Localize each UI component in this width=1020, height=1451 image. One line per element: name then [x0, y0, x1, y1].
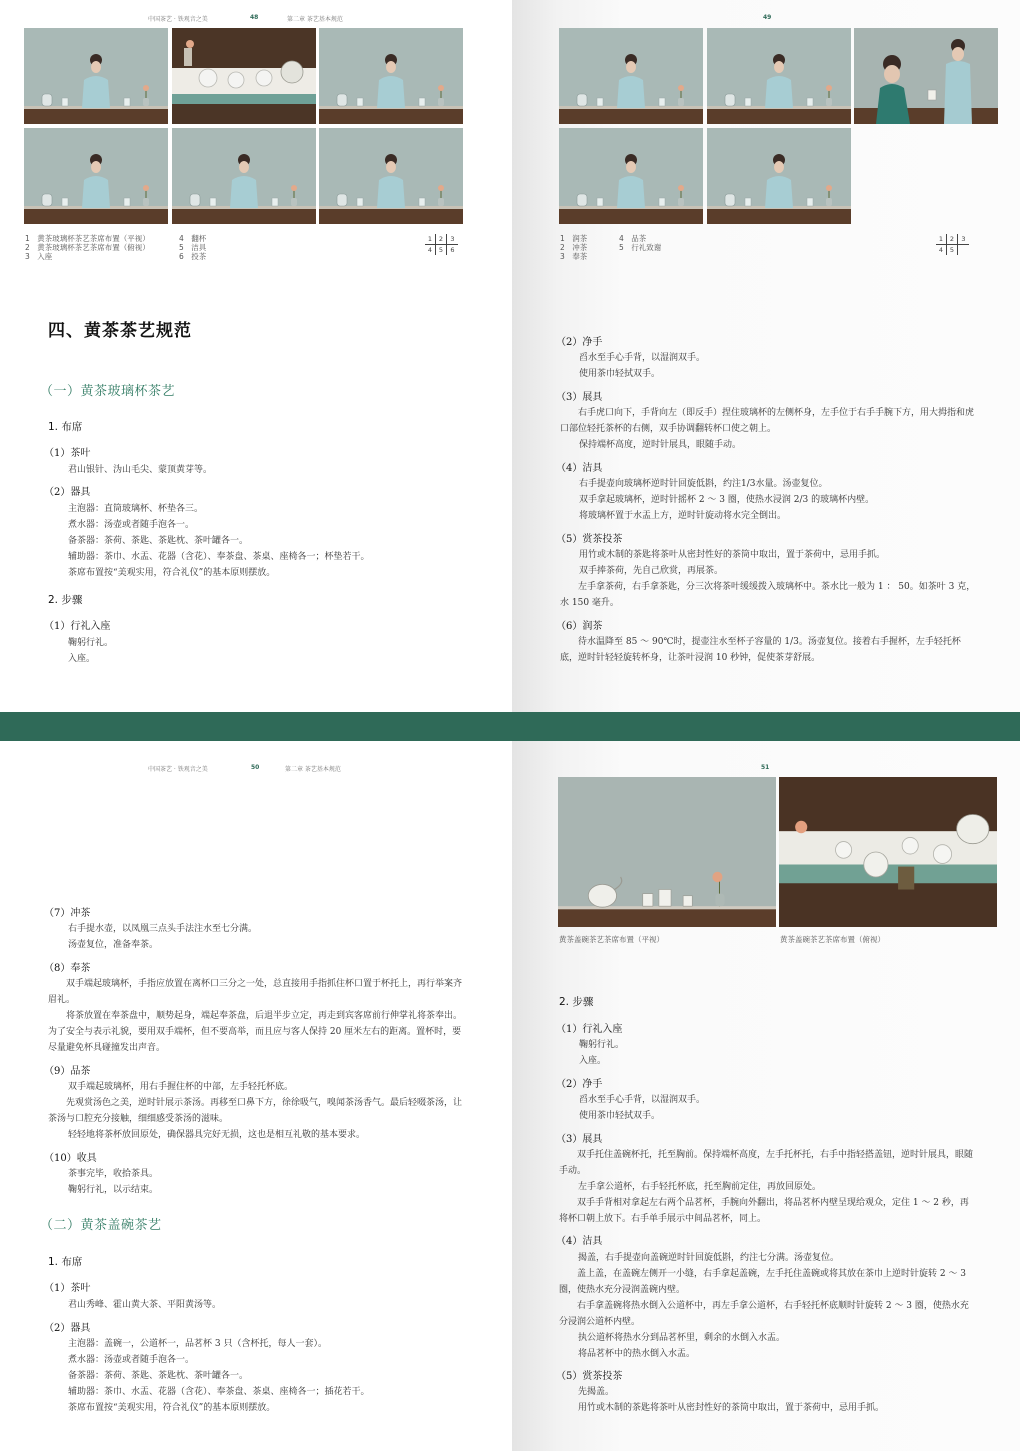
page-51 [512, 741, 1020, 1451]
item-heading: （1）茶叶 [44, 448, 91, 459]
paragraph: 左手拿茶荷，右手拿茶匙，分三次将茶叶缓缓拨入玻璃杯中。茶水比一般为 1 ： 50。如茶叶 3 克，水 150 毫升。 [560, 582, 976, 608]
item-heading: （1）行礼入座 [44, 621, 111, 632]
paragraph: 茶席布置按“美观实用，符合礼仪”的基本原则摆放。 [68, 1403, 276, 1413]
paragraph: 轻轻地将茶杯放回原处，确保器具完好无损，这也是相互礼敬的基本要求。 [68, 1130, 366, 1140]
paragraph: 煮水器：汤壶或者随手泡各一。 [68, 1355, 195, 1365]
paragraph: 将玻璃杯置于水盂上方，逆时针旋动将水完全倒出。 [579, 511, 787, 521]
chapter-title: 四、黄茶茶艺规范 [48, 321, 192, 341]
caption: 3 入座 [25, 252, 53, 261]
caption: 6 投茶 [179, 252, 207, 261]
paragraph: 双手手背相对拿起左右两个品茗杯，手腕向外翻出，将品茗杯内壁呈现给观众，定住 1 ～ 2 秒，再将杯口朝上放下。右手单手展示中间品茗杯，同上。 [559, 1198, 969, 1224]
grid-cell: 1 [936, 234, 947, 245]
photo-1-glass-setting-front [24, 28, 168, 124]
paragraph: 辅助器：茶巾、水盂、花器（含花）、奉茶盘、茶桌、座椅各一；杯垫若干。 [68, 552, 370, 562]
photo-1-rinse-tea [559, 28, 703, 124]
item-heading: （8）奉茶 [44, 963, 91, 974]
item-heading: （7）冲茶 [44, 908, 91, 919]
paragraph: 君山银针、沩山毛尖、蒙顶黄芽等。 [68, 465, 213, 475]
paragraph: 茶席布置按“美观实用，符合礼仪”的基本原则摆放。 [68, 568, 276, 578]
paragraph: 双手端起玻璃杯，用右手握住杯的中部，左手轻托杯底。 [68, 1082, 294, 1092]
caption: 1 黄茶玻璃杯茶艺茶席布置（平视） [25, 234, 150, 243]
page-spread-divider [0, 712, 1020, 741]
grid-cell: 3 [447, 234, 458, 245]
grid-cell: 2 [947, 234, 958, 245]
grid-cell: 5 [947, 245, 958, 255]
item-heading: （10）收具 [44, 1153, 97, 1164]
page-49-captions-col2 [619, 234, 661, 252]
paragraph: 舀水至手心手背，以湿润双手。 [579, 353, 706, 363]
item-heading: （2）净手 [556, 337, 603, 348]
item-heading: （2）净手 [556, 1079, 603, 1090]
subheading-steps: 2. 步骤 [559, 996, 594, 1008]
paragraph: 煮水器：汤壶或者随手泡各一。 [68, 520, 195, 530]
paragraph: 右手提壶向玻璃杯逆时针回旋低斟，约注1/3水量。汤壶复位。 [579, 479, 828, 489]
photo-6-add-tea [319, 128, 463, 224]
grid-cell: 1 [425, 234, 436, 245]
paragraph: 备茶器：茶荷、茶匙、茶匙枕、茶叶罐各一。 [68, 1371, 249, 1381]
paragraph: 双手捧茶荷，先自己欣赏，再展茶。 [579, 566, 724, 576]
caption: 1 润茶 [560, 234, 588, 243]
page-51-number: 51 [761, 764, 770, 771]
item-heading: （3）展具 [556, 1134, 603, 1145]
item-heading: （4）洁具 [556, 1236, 603, 1247]
item-heading: （6）润茶 [556, 621, 603, 632]
paragraph: 鞠躬行礼，以示结束。 [68, 1185, 159, 1195]
paragraph: 先揭盖。 [578, 1387, 615, 1397]
paragraph: 使用茶巾轻拭双手。 [579, 369, 661, 379]
paragraph: 盖上盖，在盖碗左侧开一小缝，右手拿起盖碗，左手托住盖碗或将其放在茶巾上逆时针旋转 2 ～ 3 圈，使热水充分浸润盖碗内壁。 [559, 1269, 967, 1295]
paragraph: 保持端杯高度，逆时针展具，眼随手动。 [579, 440, 742, 450]
paragraph: 待水温降至 85 ～ 90℃时，提壶注水至杯子容量的 1/3。汤壶复位。接着右手握杯，左手轻托杯底，逆时针轻轻旋转杯身，让茶叶浸润 10 秒钟，促使茶芽舒展。 [560, 637, 961, 663]
photo-gaiwan-setting-top [779, 777, 997, 927]
item-heading: （2）器具 [44, 1323, 91, 1334]
grid-cell: 3 [958, 234, 969, 245]
grid-cell: 2 [436, 234, 447, 245]
photo-3-serve-tea [854, 28, 998, 124]
paragraph: 用竹或木制的茶匙将茶叶从密封性好的茶筒中取出，置于茶荷中，忌用手抓。 [578, 1403, 885, 1413]
paragraph: 左手拿公道杯，右手轻托杯底，托至胸前定住，再放回原处。 [578, 1182, 822, 1192]
item-heading: （5）赏茶投茶 [556, 1371, 623, 1382]
paragraph: 揭盖，右手提壶向盖碗逆时针回旋低斟，约注七分满。汤壶复位。 [578, 1253, 840, 1263]
paragraph: 君山秀峰、霍山黄大茶、平阳黄汤等。 [68, 1300, 222, 1310]
caption: 4 翻杯 [179, 234, 207, 243]
photo-gaiwan-setting-front [558, 777, 776, 927]
paragraph: 双手端起玻璃杯，手指应放置在离杯口三分之一处，总直接用手指抓住杯口置于杯托上，再行举案齐眉礼。 [48, 979, 463, 1005]
grid-cell: 4 [936, 245, 947, 255]
page-48-header-right: 第二章 茶艺基本规范 [287, 16, 343, 23]
grid-cell: 4 [425, 245, 436, 255]
paragraph: 汤壶复位，准备奉茶。 [68, 940, 159, 950]
paragraph: 鞠躬行礼。 [579, 1040, 625, 1050]
item-heading: （4）洁具 [556, 463, 603, 474]
paragraph: 右手虎口向下，手背向左（即反手）捏住玻璃杯的左侧杯身，左手位于右手手腕下方，用大拇指和虎口部位轻托茶杯的右侧，双手协调翻转杯口使之朝上。 [560, 408, 975, 434]
paragraph: 右手拿盖碗将热水倒入公道杯中，再左手拿公道杯，右手轻托杯底顺时针旋转 2 ～ 3 圈，使热水充分浸润公道杯内壁。 [559, 1301, 969, 1327]
page-48 [0, 0, 512, 712]
paragraph: 入座。 [68, 654, 96, 664]
page-50-header-right: 第二章 茶艺基本规范 [285, 766, 341, 773]
photo-5-bow-thanks [707, 128, 851, 224]
photo-2-pour-water [707, 28, 851, 124]
caption: 5 洁具 [179, 243, 207, 252]
caption: 2 黄茶玻璃杯茶艺茶席布置（俯视） [25, 243, 150, 252]
paragraph: 先观赏汤色之美，逆时针展示茶汤。再移至口鼻下方，徐徐吸气，嗅闻茶汤香气。最后轻啜茶汤，让茶汤与口腔充分接触，细细感受茶汤的滋味。 [48, 1098, 463, 1124]
photo-3-seating [319, 28, 463, 124]
subheading-steps: 2. 步骤 [48, 594, 83, 606]
page-50-header-left: 中国茶艺 · 铁观音之美 [148, 766, 208, 773]
caption: 4 品茶 [619, 234, 647, 243]
paragraph: 双手拿起玻璃杯，逆时针摇杯 2 ～ 3 圈，使热水浸润 2/3 的玻璃杯内壁。 [579, 495, 875, 505]
subheading-setup: 1. 布席 [48, 421, 83, 433]
paragraph: 主泡器：盖碗一，公道杯一，品茗杯 3 只（含杯托，每人一套）。 [68, 1339, 327, 1349]
paragraph: 入座。 [579, 1056, 607, 1066]
caption-gaiwan-top: 黄茶盖碗茶艺茶席布置（俯视） [780, 935, 885, 944]
item-heading: （1）茶叶 [44, 1283, 91, 1294]
paragraph: 用竹或木制的茶匙将茶叶从密封性好的茶筒中取出，置于茶荷中，忌用手抓。 [579, 550, 886, 560]
photo-5-clean-utensils [172, 128, 316, 224]
paragraph: 舀水至手心手背，以湿润双手。 [579, 1095, 706, 1105]
caption: 5 行礼致谢 [619, 243, 662, 252]
page-49 [512, 0, 1020, 712]
page-48-captions-col1 [25, 234, 150, 261]
photo-4-flip-cup [24, 128, 168, 224]
paragraph: 使用茶巾轻拭双手。 [579, 1111, 661, 1121]
paragraph: 将品茗杯中的热水倒入水盂。 [578, 1349, 696, 1359]
grid-cell: 5 [436, 245, 447, 255]
page-48-captions-col2 [179, 234, 206, 261]
page-49-captions-col1 [560, 234, 587, 261]
photo-position-grid [425, 234, 458, 255]
photo-position-grid [936, 234, 969, 255]
paragraph: 茶事完毕，收拾茶具。 [68, 1169, 159, 1179]
subheading-setup: 1. 布席 [48, 1256, 83, 1268]
caption: 2 冲茶 [560, 243, 588, 252]
paragraph: 双手托住盖碗杯托，托至胸前。保持端杯高度，左手托杯托，右手中指轻搭盖钮，逆时针展具，眼随手动。 [559, 1150, 974, 1176]
paragraph: 右手提水壶，以凤凰三点头手法注水至七分满。 [68, 924, 258, 934]
paragraph: 将茶放置在奉茶盘中，顺势起身，端起奉茶盘，后退半步立定，再走到宾客席前行伸掌礼将茶奉出。为了安全与表示礼貌，要用双手端杯，但不要高举，而且应与客人保持 20 厘米左右的距离。置杯时，要尽量避免杯具碰撞发出声音。 [48, 1011, 463, 1053]
grid-cell: 6 [450, 246, 455, 254]
page-50 [0, 741, 512, 1451]
item-heading: （3）展具 [556, 392, 603, 403]
photo-4-taste-tea [559, 128, 703, 224]
paragraph: 鞠躬行礼。 [68, 638, 114, 648]
item-heading: （1）行礼入座 [556, 1024, 623, 1035]
paragraph: 辅助器：茶巾、水盂、花器（含花）、奉茶盘、茶桌、座椅各一；插花若干。 [68, 1387, 370, 1397]
photo-2-glass-setting-top [172, 28, 316, 124]
item-heading: （2）器具 [44, 487, 91, 498]
grid-cell-empty [958, 245, 969, 255]
section-title-glass: （一）黄茶玻璃杯茶艺 [40, 384, 176, 399]
page-48-header-left: 中国茶艺 · 铁观音之美 [148, 16, 208, 23]
caption-gaiwan-front: 黄茶盖碗茶艺茶席布置（平视） [559, 935, 664, 944]
item-heading: （9）品茶 [44, 1066, 91, 1077]
page-50-number: 50 [251, 764, 260, 771]
paragraph: 执公道杯将热水分到品茗杯里，剩余的水倒入水盂。 [578, 1333, 786, 1343]
paragraph: 备茶器：茶荷、茶匙、茶匙枕、茶叶罐各一。 [68, 536, 249, 546]
caption: 3 奉茶 [560, 252, 588, 261]
page-49-number: 49 [763, 14, 772, 21]
paragraph: 主泡器：直筒玻璃杯、杯垫各三。 [68, 504, 204, 514]
item-heading: （5）赏茶投茶 [556, 534, 623, 545]
section-title-gaiwan: （二）黄茶盖碗茶艺 [40, 1218, 162, 1233]
page-48-number: 48 [250, 14, 259, 21]
